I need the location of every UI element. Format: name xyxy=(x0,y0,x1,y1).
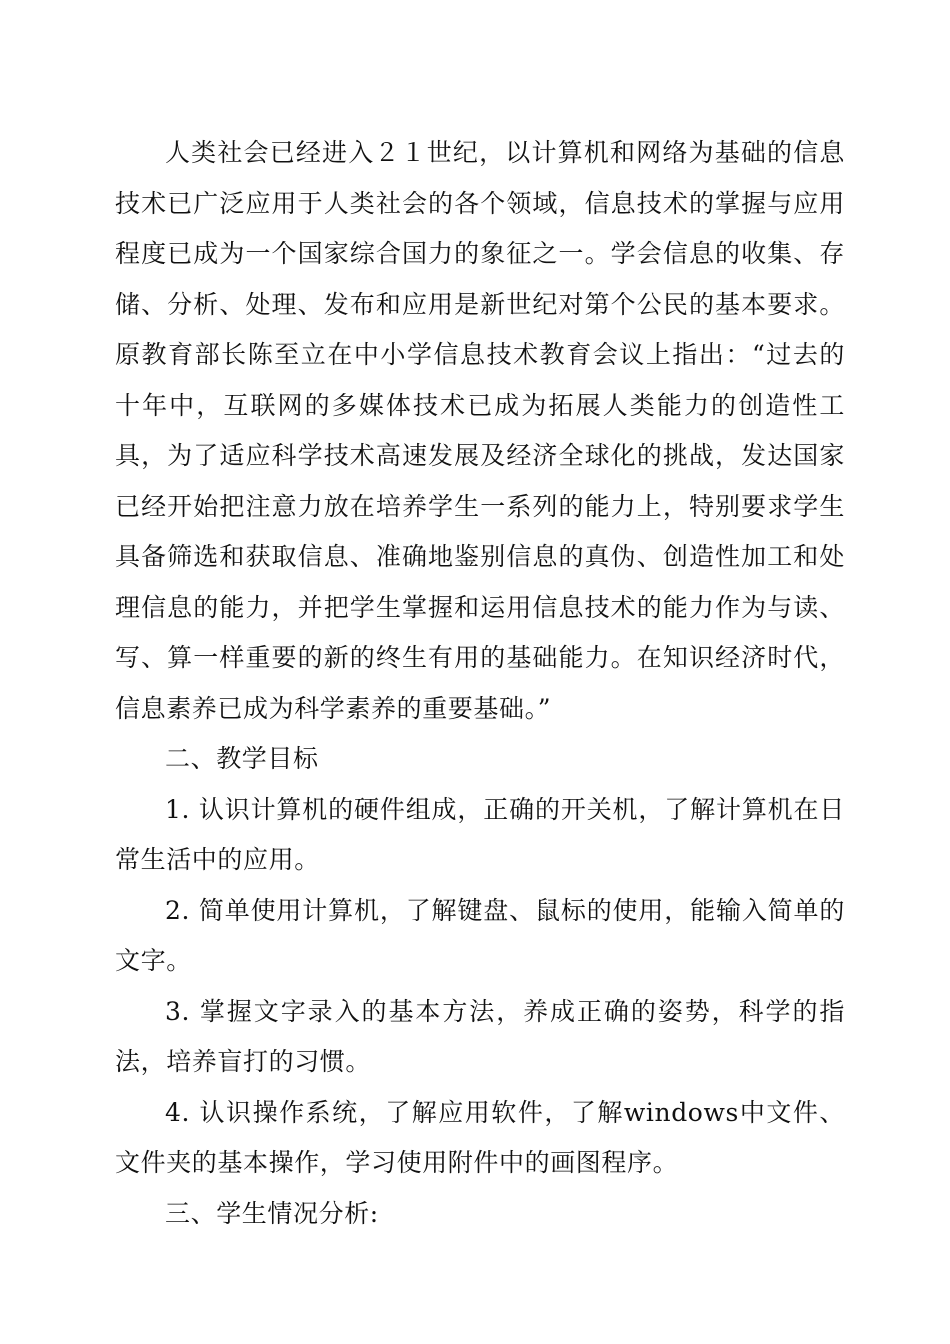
goal-item-1: 1. 认识计算机的硬件组成，正确的开关机，了解计算机在日常生活中的应用。 xyxy=(115,794,845,874)
goal-item-2: 2. 简单使用计算机，了解键盘、鼠标的使用，能输入简单的文字。 xyxy=(115,895,845,975)
paragraph-intro: 人类社会已经进入２１世纪，以计算机和网络为基础的信息技术已广泛应用于人类社会的各个领域，信息技术的掌握与应用程度已成为一个国家综合国力的象征之一。学会信息的收集、存储、分析、处理、发布和应用是新世纪对第个公民的基本要求。原教育部长陈至立在中小学信息技术教育会议上指出：“过去的十年中，互联网的多媒体技术已成为拓展人类能力的创造性工具，为了适应科学技术高速发展及经济全球化的挑战，发达国家已经开始把注意力放在培养学生一系列的能力上，特别要求学生具备筛选和获取信息、准确地鉴别信息的真伪、创造性加工和处理信息的能力，并把学生掌握和运用信息技术的能力作为与读、写、算一样重要的新的终生有用的基础能力。在知识经济时代，信息素养已成为科学素养的重要基础。” xyxy=(115,138,845,723)
goal-item-4: 4. 认识操作系统，了解应用软件，了解windows中文件、文件夹的基本操作，学习使用附件中的画图程序。 xyxy=(115,1097,845,1177)
heading-student-analysis: 三、学生情况分析: xyxy=(165,1198,379,1228)
goal-item-3: 3. 掌握文字录入的基本方法，养成正确的姿势，科学的指法，培养盲打的习惯。 xyxy=(115,996,845,1076)
document-body xyxy=(115,128,845,1239)
heading-teaching-goals: 二、教学目标 xyxy=(165,744,319,773)
